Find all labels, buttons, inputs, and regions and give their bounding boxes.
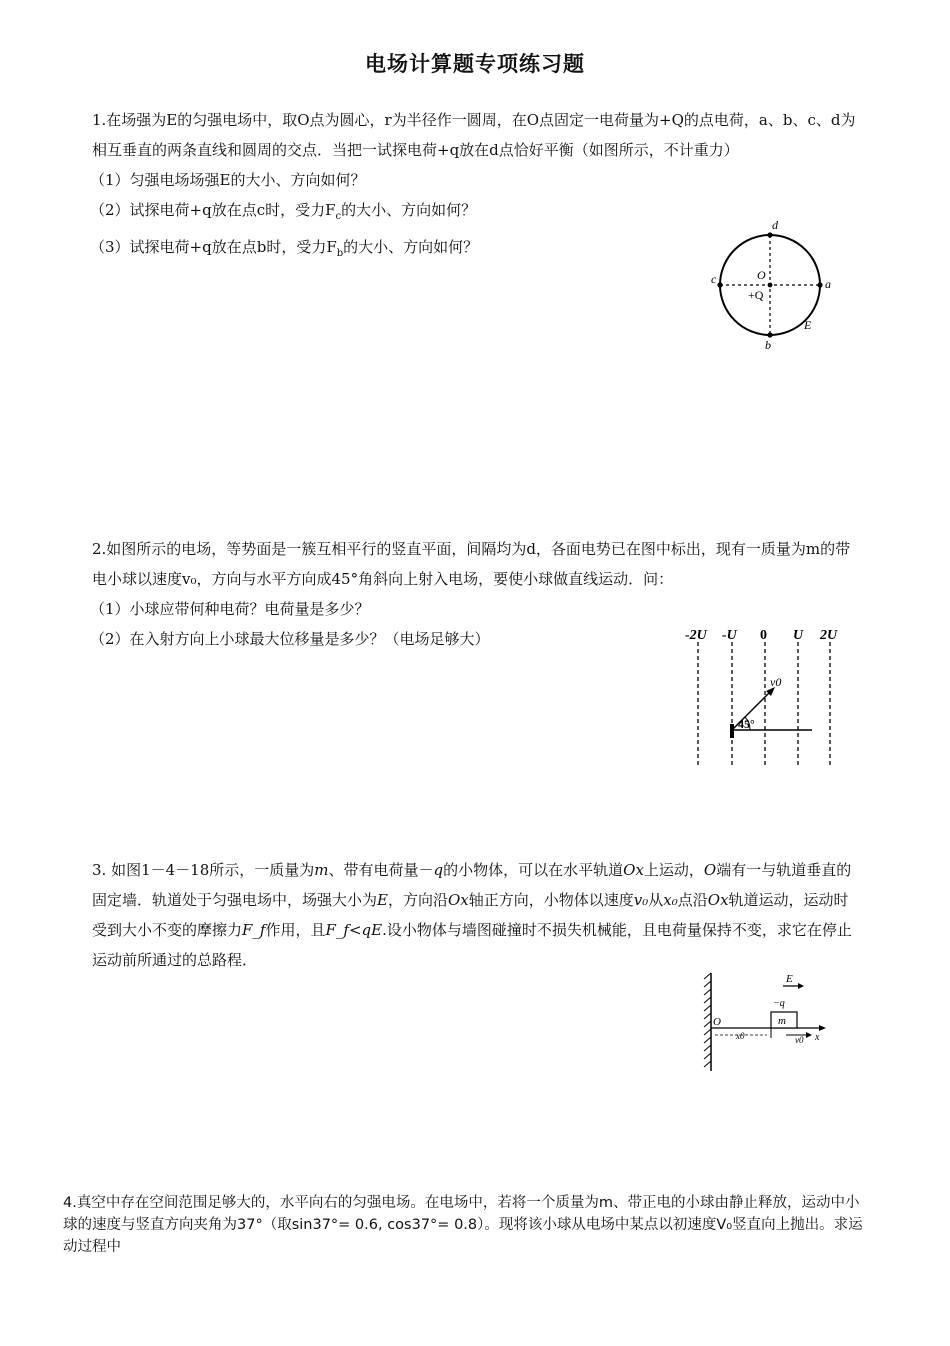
label-angle: 45° (738, 717, 755, 731)
equipotential-figure (680, 620, 850, 775)
question-2-stem: 2.如图所示的电场，等势面是一簇互相平行的竖直平面，间隔均为d，各面电势已在图中标出，现有一质量为m的带电小球以速度v₀，方向与水平方向成45°角斜向上射入电场，要使小球做直线运动．问： (92, 540, 851, 588)
label-v0: v0 (795, 1035, 804, 1045)
label-b: b (765, 338, 771, 352)
label-O: O (713, 1016, 721, 1028)
label-m: m (778, 1015, 786, 1027)
label-x: x (815, 1032, 820, 1043)
question-4 (63, 1192, 863, 1258)
label-x0: x0 (736, 1031, 745, 1041)
question-2-part-1: （1）小球应带何种电荷？电荷量是多少？ (90, 600, 370, 618)
label-d: d (772, 218, 778, 232)
label-E: E (786, 973, 793, 985)
question-2-part-2: （2）在入射方向上小球最大位移量是多少？（电场足够大） (90, 630, 490, 648)
label-a: a (825, 277, 831, 291)
label-Q: +Q (748, 288, 764, 302)
label-O: O (757, 268, 766, 282)
potential-label: -U (722, 628, 737, 643)
question-1-stem: 1.在场强为E的匀强电场中，取O点为圆心，r为半径作一圆周，在O点固定一电荷量为+Q的点电荷，a、b、c、d为相互垂直的两条直线和圆周的交点．当把一试探电荷+q放在d点恰好平衡（如图所示，不计重力） (92, 111, 856, 159)
potential-label: 0 (760, 628, 767, 643)
question-1-part-2: （2）试探电荷+q放在点c时，受力$F_c$的大小、方向如何？ (90, 201, 477, 222)
label-q: −q (773, 998, 785, 1009)
potential-label: 2U (820, 628, 838, 643)
label-c: c (711, 272, 717, 286)
label-E: E (804, 318, 812, 332)
circle-figure (700, 215, 850, 355)
potential-label: U (793, 628, 804, 643)
page-title: 电场计算题专项练习题 (365, 52, 585, 76)
potential-label: -2U (685, 628, 707, 643)
question-3-stem: 3. 如图1－4－18所示，一质量为m、带有电荷量－q的小物体，可以在水平轨道Ox上运动，O端有一与轨道垂直的固定墙．轨道处于匀强电场中，场强大小为E，方向沿Ox轴正方向，小物体以速度v₀从x₀点沿Ox轨道运动，运动时受到大小不变的摩擦力F_f作用，且F_f<qE.设小物体与墙图碰撞时不损失机械能，且电荷量保持不变，求它在停止运动前所通过的总路程． (92, 861, 852, 969)
track-figure (700, 965, 840, 1080)
question-1-part-3: （3）试探电荷+q放在点b时，受力$F_b$的大小、方向如何？ (90, 238, 479, 259)
question-3 (92, 855, 860, 975)
label-v0: v0 (770, 675, 782, 689)
question-4-stem: 4.真空中存在空间范围足够大的，水平向右的匀强电场。在电场中，若将一个质量为m、带正电的小球由静止释放，运动中小球的速度与竖直方向夹角为37°（取sin37°= 0.6, cos37°= 0.8）。现将该小球从电场中某点以初速度V₀竖直向上抛出。求运动过程中 (63, 1195, 863, 1255)
question-1-part-1: （1）匀强电场场强E的大小、方向如何？ (90, 171, 366, 189)
